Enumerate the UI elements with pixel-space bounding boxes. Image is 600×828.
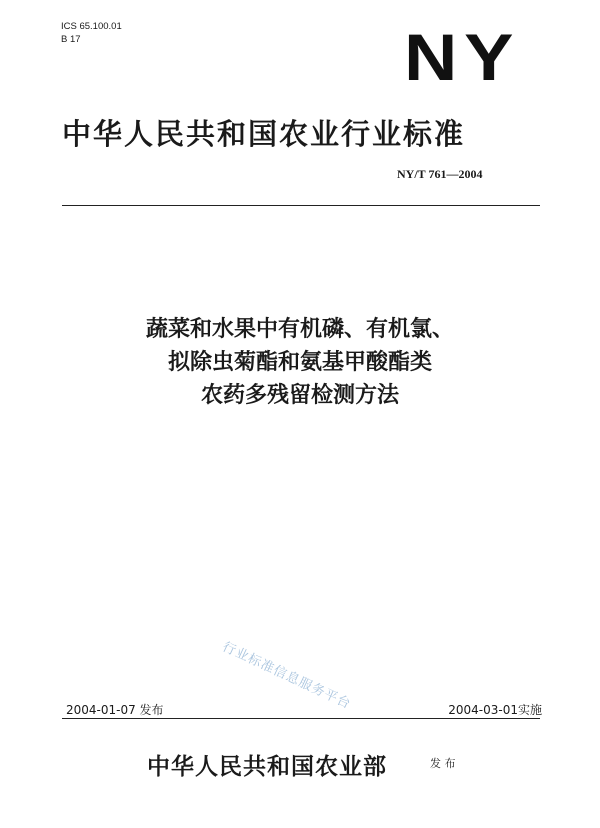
header-divider xyxy=(62,205,540,206)
implementation-date: 2004-03-01实施 xyxy=(448,703,542,717)
document-title-line-1: 蔬菜和水果中有机磷、有机氯、 xyxy=(145,317,454,342)
document-title-line-2: 拟除虫菊酯和氨基甲酸酯类 xyxy=(167,350,432,375)
standard-number: NY/T 761—2004 xyxy=(397,167,483,181)
issuing-authority: 中华人民共和国农业部 xyxy=(147,754,387,780)
publish-label: 发 布 xyxy=(430,757,456,770)
ics-code: ICS 65.100.01 xyxy=(61,21,122,32)
watermark-text: 行业标准信息服务平台 xyxy=(219,639,354,713)
document-title xyxy=(0,313,600,412)
standard-category-title: 中华人民共和国农业行业标准 xyxy=(62,117,466,151)
document-title-line-3: 农药多残留检测方法 xyxy=(200,383,399,408)
footer-divider xyxy=(62,718,540,719)
ccs-code: B 17 xyxy=(61,34,81,45)
classification-codes xyxy=(61,20,122,46)
issue-date: 2004-01-07 发布 xyxy=(66,703,164,717)
ny-logo: NY xyxy=(404,20,521,94)
